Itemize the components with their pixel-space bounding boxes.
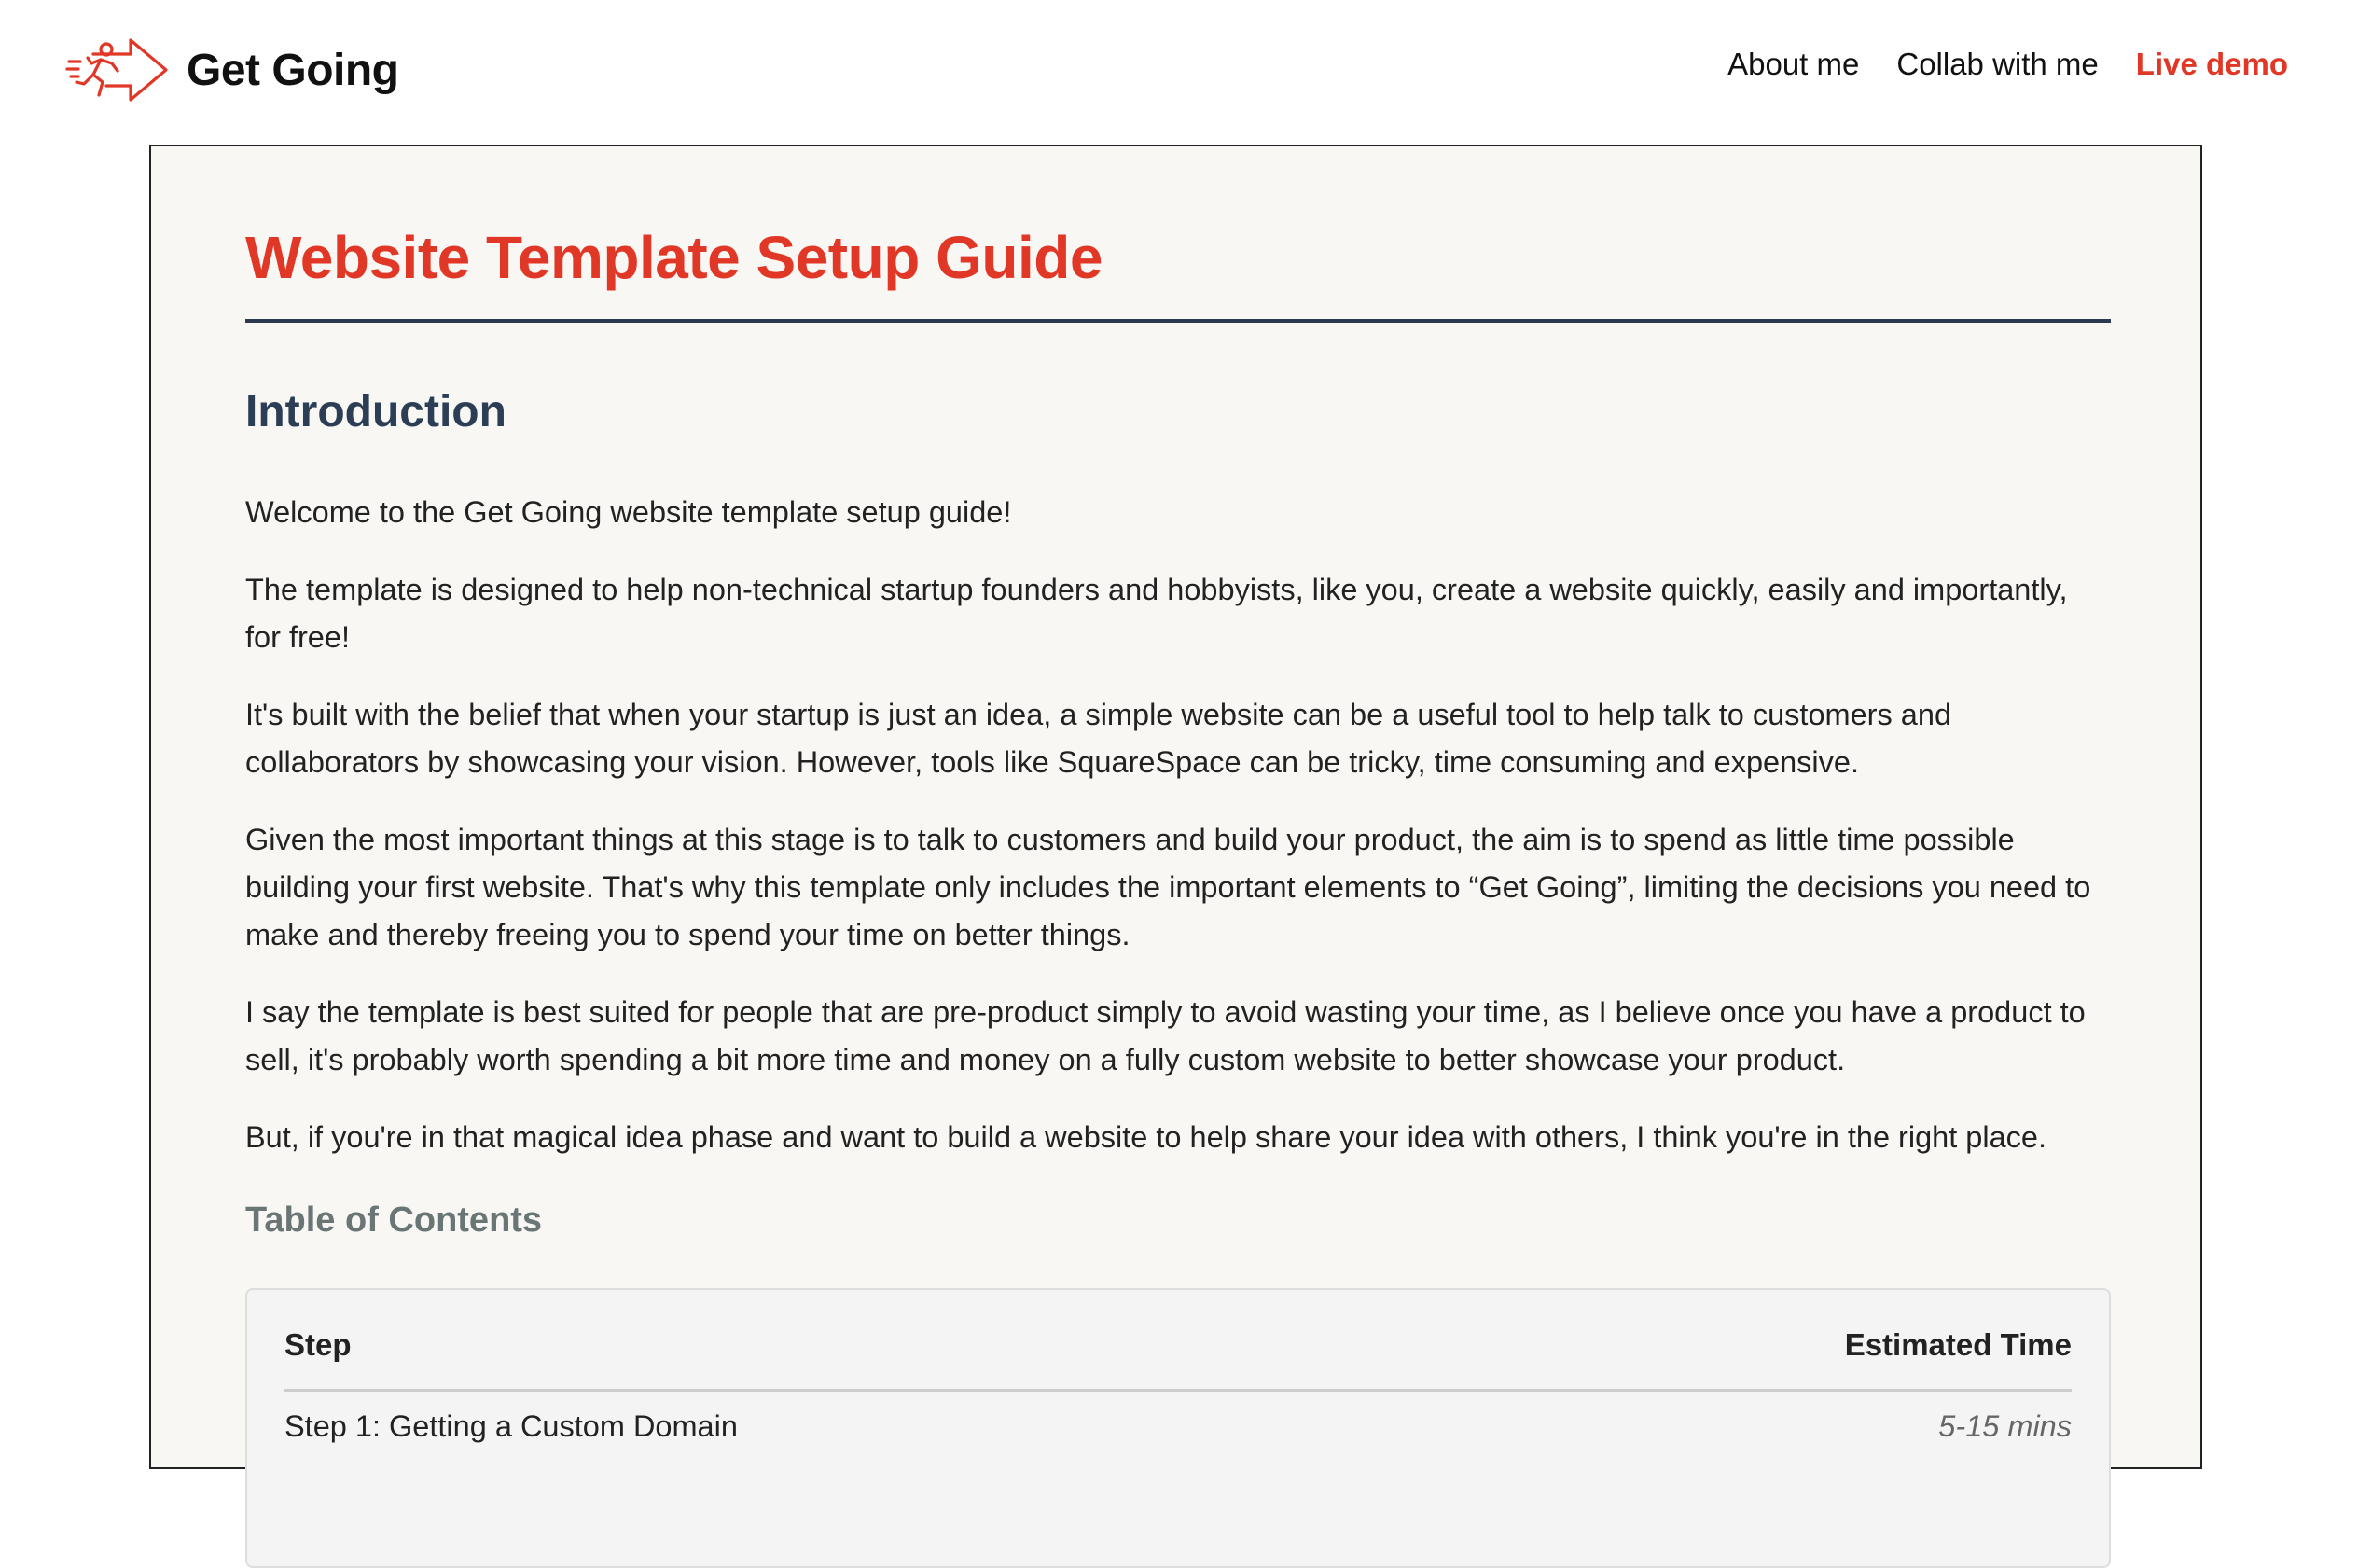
running-person-arrow-icon bbox=[65, 35, 170, 104]
toc-header-divider bbox=[284, 1389, 2072, 1392]
intro-paragraph: Welcome to the Get Going website template setup guide! bbox=[245, 495, 1012, 529]
guide-card bbox=[149, 145, 2202, 1469]
nav-live-demo-link[interactable]: Live demo bbox=[2135, 47, 2288, 81]
nav-collab-link[interactable]: Collab with me bbox=[1896, 47, 2099, 81]
toc-row[interactable] bbox=[284, 1409, 2072, 1444]
toc-row-step-link[interactable]: Step 1: Getting a Custom Domain bbox=[284, 1409, 738, 1443]
toc-row-time: 5-15 mins bbox=[1938, 1409, 2072, 1443]
site-header bbox=[0, 0, 2358, 140]
introduction-body bbox=[245, 489, 2111, 1191]
page-title: Website Template Setup Guide bbox=[245, 224, 1103, 291]
title-divider bbox=[245, 319, 2111, 323]
intro-paragraph: Given the most important things at this stage is to talk to customers and build your product, the aim is to spend as little time possible building your first website. That's why this template only includes the important elements to “Get Going”, limiting the decisions you need to make and thereby freeing you to spend your time on better things. bbox=[245, 823, 2091, 951]
main-nav bbox=[1727, 47, 2288, 82]
brand-home-link[interactable] bbox=[65, 34, 398, 106]
intro-paragraph: The template is designed to help non-technical startup founders and hobbyists, like you, create a website quickly, easily and importantly, for free! bbox=[245, 573, 2068, 654]
intro-paragraph: It's built with the belief that when your startup is just an idea, a simple website can be a useful tool to help talk to customers and collaborators by showcasing your vision. However, tools like SquareSpace can be tricky, time consuming and expensive. bbox=[245, 698, 1952, 779]
toc-heading: Table of Contents bbox=[245, 1200, 543, 1240]
intro-paragraph: I say the template is best suited for people that are pre-product simply to avoid wasting your time, as I believe once you have a product to sell, it's probably worth spending a bit more time and money on a fully custom website to better showcase your product. bbox=[245, 995, 2086, 1076]
brand-name[interactable]: Get Going bbox=[187, 45, 399, 95]
toc-table-header bbox=[284, 1327, 2072, 1383]
toc-col-step: Step bbox=[284, 1327, 352, 1362]
nav-about-link[interactable]: About me bbox=[1727, 47, 1860, 81]
intro-paragraph: But, if you're in that magical idea phase and want to build a website to help share your idea with others, I think you're in the right place. bbox=[245, 1120, 2047, 1154]
toc-col-time: Estimated Time bbox=[1844, 1327, 2072, 1362]
introduction-heading: Introduction bbox=[245, 387, 506, 437]
toc-table bbox=[245, 1288, 2111, 1568]
